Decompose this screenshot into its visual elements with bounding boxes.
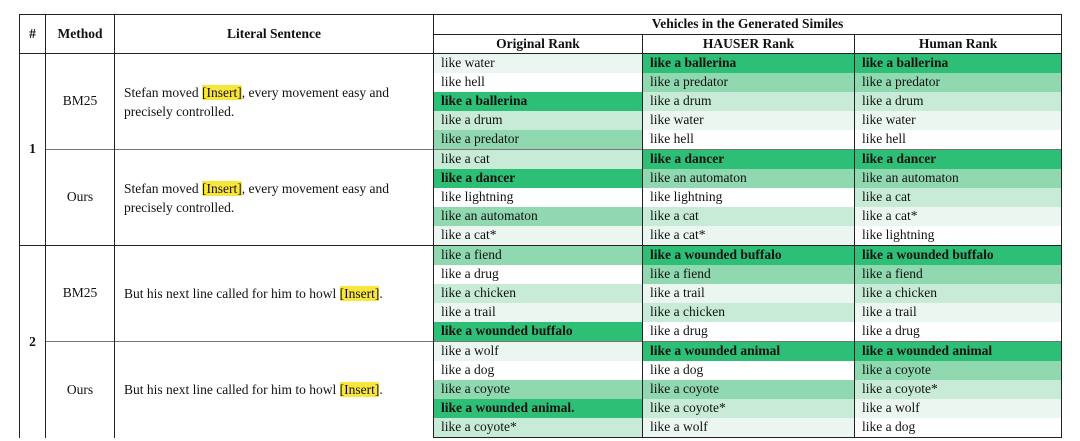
original-rank-cell: like a cat* — [434, 226, 643, 246]
human-rank-cell: like hell — [855, 130, 1062, 150]
original-rank-cell: like a wounded buffalo — [434, 322, 643, 342]
original-rank-cell: like a coyote* — [434, 418, 643, 438]
human-rank-cell: like a cat* — [855, 207, 1062, 226]
sentence-text-before: Stefan moved — [124, 180, 202, 196]
human-rank-cell: like an automaton — [855, 169, 1062, 188]
literal-sentence — [115, 246, 434, 342]
hauser-rank-cell: like a wolf — [643, 418, 855, 438]
original-rank-cell: like lightning — [434, 188, 643, 207]
hauser-rank-cell: like a dancer — [643, 150, 855, 170]
hauser-rank-cell: like a drum — [643, 92, 855, 111]
hauser-rank-cell: like a chicken — [643, 303, 855, 322]
table-row — [20, 54, 1062, 74]
results-body — [20, 54, 1062, 438]
hauser-rank-cell: like lightning — [643, 188, 855, 207]
table-row — [20, 342, 1062, 362]
hauser-rank-cell: like a wounded animal — [643, 342, 855, 362]
human-rank-cell: like a dog — [855, 418, 1062, 438]
sentence-text-before: But his next line called for him to howl — [124, 382, 340, 398]
literal-sentence — [115, 342, 434, 438]
human-rank-cell: like a wolf — [855, 399, 1062, 418]
original-rank-cell: like a cat — [434, 150, 643, 170]
original-rank-cell: like a chicken — [434, 284, 643, 303]
original-rank-cell: like a drug — [434, 265, 643, 284]
human-rank-cell: like a chicken — [855, 284, 1062, 303]
header-literal-sentence: Literal Sentence — [115, 15, 434, 54]
human-rank-cell: like lightning — [855, 226, 1062, 246]
hauser-rank-cell: like a trail — [643, 284, 855, 303]
literal-sentence — [115, 150, 434, 246]
header-original-rank: Original Rank — [434, 34, 643, 54]
sentence-text-after: . — [379, 286, 383, 301]
insert-placeholder: [Insert] — [201, 180, 242, 196]
sentence-text-before: Stefan moved — [124, 84, 202, 100]
human-rank-cell: like a coyote* — [855, 380, 1062, 399]
hauser-rank-cell: like a drug — [643, 322, 855, 342]
hauser-rank-cell: like a coyote — [643, 380, 855, 399]
method-name: BM25 — [46, 246, 115, 342]
human-rank-cell: like water — [855, 111, 1062, 130]
header-hauser-rank: HAUSER Rank — [643, 34, 855, 54]
original-rank-cell: like a fiend — [434, 246, 643, 266]
sentence-text-after: . — [379, 382, 383, 398]
header-num: # — [20, 15, 46, 54]
original-rank-cell: like a dog — [434, 361, 643, 380]
hauser-rank-cell: like a predator — [643, 73, 855, 92]
original-rank-cell: like a ballerina — [434, 92, 643, 111]
original-rank-cell: like hell — [434, 73, 643, 92]
original-rank-cell: like a wolf — [434, 342, 643, 362]
hauser-rank-cell: like water — [643, 111, 855, 130]
hauser-rank-cell: like an automaton — [643, 169, 855, 188]
sentence-text-after: , every movement easy and precisely controlled. — [124, 180, 390, 215]
human-rank-cell: like a fiend — [855, 265, 1062, 284]
table-row — [20, 246, 1062, 266]
original-rank-cell: like an automaton — [434, 207, 643, 226]
original-rank-cell: like water — [434, 54, 643, 74]
hauser-rank-cell: like a cat* — [643, 226, 855, 246]
literal-sentence — [115, 54, 434, 150]
human-rank-cell: like a ballerina — [855, 54, 1062, 74]
results-table — [19, 14, 1062, 438]
human-rank-cell: like a predator — [855, 73, 1062, 92]
human-rank-cell: like a wounded animal — [855, 342, 1062, 362]
human-rank-cell: like a drum — [855, 92, 1062, 111]
original-rank-cell: like a predator — [434, 130, 643, 150]
header-human-rank: Human Rank — [855, 34, 1062, 54]
hauser-rank-cell: like a cat — [643, 207, 855, 226]
header-method: Method — [46, 15, 115, 54]
method-name: Ours — [46, 342, 115, 438]
human-rank-cell: like a dancer — [855, 150, 1062, 170]
sentence-text-after: , every movement easy and precisely controlled. — [124, 84, 390, 119]
hauser-rank-cell: like a wounded buffalo — [643, 246, 855, 266]
insert-placeholder: [Insert] — [339, 382, 380, 398]
original-rank-cell: like a drum — [434, 111, 643, 130]
group-number: 2 — [20, 246, 46, 438]
human-rank-cell: like a cat — [855, 188, 1062, 207]
human-rank-cell: like a trail — [855, 303, 1062, 322]
hauser-rank-cell: like a ballerina — [643, 54, 855, 74]
hauser-rank-cell: like a fiend — [643, 265, 855, 284]
insert-placeholder: [Insert] — [339, 286, 380, 301]
original-rank-cell: like a trail — [434, 303, 643, 322]
original-rank-cell: like a coyote — [434, 380, 643, 399]
hauser-rank-cell: like a dog — [643, 361, 855, 380]
method-name: Ours — [46, 150, 115, 246]
human-rank-cell: like a drug — [855, 322, 1062, 342]
insert-placeholder: [Insert] — [201, 84, 242, 100]
method-name: BM25 — [46, 54, 115, 150]
header-vehicles-group: Vehicles in the Generated Similes — [434, 15, 1062, 35]
sentence-text-before: But his next line called for him to howl — [124, 286, 340, 301]
original-rank-cell: like a wounded animal. — [434, 399, 643, 418]
original-rank-cell: like a dancer — [434, 169, 643, 188]
table-row — [20, 150, 1062, 170]
human-rank-cell: like a wounded buffalo — [855, 246, 1062, 266]
group-number: 1 — [20, 54, 46, 246]
human-rank-cell: like a coyote — [855, 361, 1062, 380]
hauser-rank-cell: like a coyote* — [643, 399, 855, 418]
hauser-rank-cell: like hell — [643, 130, 855, 150]
